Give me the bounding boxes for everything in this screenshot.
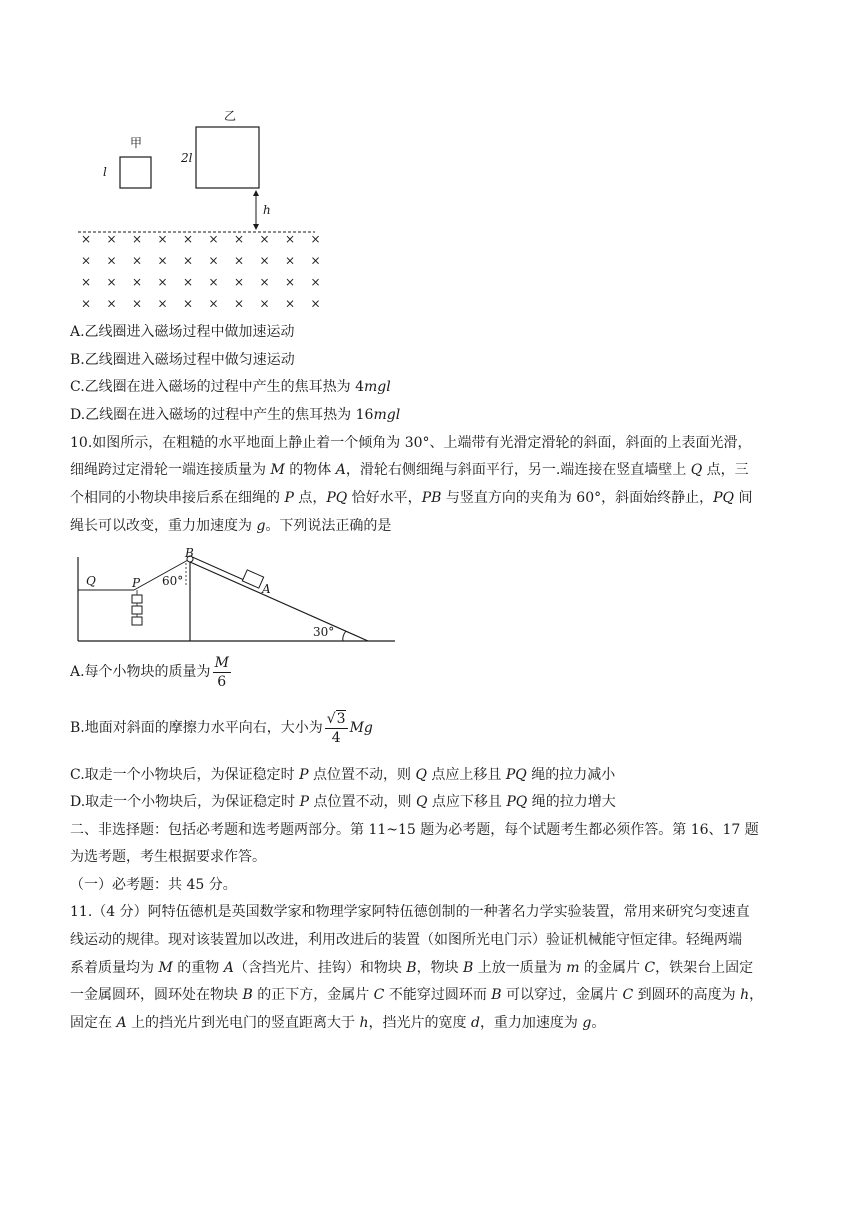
t: 上的挡光片到光电门的竖直距离大于 — [126, 1015, 360, 1031]
t: ，挡光片的宽度 — [368, 1015, 471, 1031]
t: ， — [749, 987, 764, 1003]
field-cross: × — [183, 232, 194, 246]
q9-option-d — [70, 405, 800, 425]
sqrt-sign: √3 — [326, 710, 346, 727]
arrow-head-up — [253, 190, 259, 196]
q11-line-2: 线运动的规律。现对该装置加以改进，利用改进后的装置（如图所光电门示）验证机械能守恒定律。轻绳两端 — [70, 932, 742, 948]
t: 的物体 — [284, 462, 336, 478]
t: 间 — [734, 490, 753, 506]
var-B: B — [463, 960, 474, 976]
field-cross: × — [208, 253, 219, 268]
t: 到圆环的高度为 — [633, 987, 741, 1003]
field-cross: × — [310, 275, 321, 289]
var-g: g — [582, 1015, 592, 1031]
angle-30-arc — [343, 631, 346, 641]
field-cross: × — [132, 296, 143, 311]
radicand: 3 — [336, 710, 346, 727]
t: B.地面对斜面的摩擦力水平向右，大小为 — [70, 720, 323, 736]
field-cross: × — [132, 253, 143, 268]
var-PQ: PQ — [713, 490, 735, 506]
magnetic-field — [81, 232, 321, 311]
var-B: B — [406, 960, 417, 976]
small-block-3 — [132, 617, 142, 625]
var-PQ: PQ — [326, 490, 348, 506]
section2-line-1: 二、非选择题：包括必考题和选考题两部分。第 11~15 题为必考题，每个试题考生都必须作答。第 16、17 题 — [70, 822, 759, 838]
field-cross: × — [106, 296, 117, 311]
incline-pulley-figure — [70, 545, 400, 645]
section2-line-2: 为选考题，考生根据要求作答。 — [70, 849, 266, 865]
var-C: C — [622, 987, 634, 1003]
var-C: C — [644, 960, 656, 976]
t: C.取走一个小物块后，为保证稳定时 — [70, 767, 300, 783]
coil-yi — [196, 127, 259, 188]
denominator: 4 — [331, 729, 341, 746]
label-jia: 甲 — [130, 136, 143, 150]
t: 绳的拉力减小 — [526, 767, 616, 783]
fraction-sqrt3-over-4 — [325, 710, 348, 747]
t: 。下列说法正确的是 — [265, 518, 392, 534]
q10-line-1: 10.如图所示，在粗糙的水平地面上静止着一个倾角为 30°、上端带有光滑定滑轮的斜面，斜面的上表面光滑， — [70, 435, 752, 451]
t: 可以穿过，金属片 — [501, 987, 623, 1003]
field-cross: × — [132, 275, 143, 289]
t: 的金属片 — [579, 960, 645, 976]
t: ，物块 — [416, 960, 464, 976]
t: 点， — [293, 490, 327, 506]
var-PB: PB — [421, 490, 442, 506]
t: ，铁架台上固定 — [655, 960, 754, 976]
t: 一金属圆环，圆环处在物块 — [70, 987, 243, 1003]
q10-line-3 — [70, 488, 800, 508]
arrow-head-down — [253, 224, 259, 230]
var-m: m — [566, 960, 580, 976]
field-cross: × — [285, 275, 296, 289]
t: （含挡光片、挂钩）和物块 — [233, 960, 407, 976]
var-h: h — [359, 1015, 369, 1031]
field-cross: × — [81, 275, 92, 289]
t: 系着质量均为 — [70, 960, 159, 976]
var-Q: Q — [415, 794, 428, 810]
label-h: h — [263, 203, 271, 217]
var-A: A — [116, 1015, 127, 1031]
block-a — [242, 570, 263, 588]
q9-option-b: B.乙线圈进入磁场过程中做匀速运动 — [70, 352, 295, 368]
label-30: 30° — [313, 625, 335, 639]
t: 固定在 — [70, 1015, 117, 1031]
label-2l: 2l — [181, 151, 193, 165]
field-cross: × — [259, 275, 270, 289]
q10-option-b — [70, 708, 800, 748]
fraction-m-over-6 — [213, 654, 231, 691]
t: D.取走一个小物块后，为保证稳定时 — [70, 794, 300, 810]
t: 与竖直方向的夹角为 60°，斜面始终静止， — [441, 490, 714, 506]
q10-option-d — [70, 792, 800, 812]
label-60: 60° — [162, 574, 184, 588]
field-cross: × — [234, 296, 245, 311]
field-cross: × — [259, 232, 270, 246]
incline-surface — [190, 562, 368, 641]
t: 上放一质量为 — [473, 960, 567, 976]
var-P: P — [299, 794, 310, 810]
field-cross: × — [285, 296, 296, 311]
field-cross: × — [259, 253, 270, 268]
field-cross: × — [310, 296, 321, 311]
var-d: d — [470, 1015, 480, 1031]
field-cross: × — [183, 296, 194, 311]
var-P: P — [284, 490, 294, 506]
label-l: l — [103, 165, 107, 179]
field-cross: × — [208, 296, 219, 311]
label-yi: 乙 — [224, 109, 237, 123]
var-P: P — [299, 767, 309, 783]
var-PQ: PQ — [506, 794, 528, 810]
t: 绳的拉力增大 — [527, 794, 616, 810]
field-cross: × — [208, 275, 219, 289]
field-cross: × — [234, 232, 245, 246]
coil-jia — [120, 157, 151, 188]
t: 点应下移且 — [427, 794, 507, 810]
var-B: B — [242, 987, 253, 1003]
field-cross: × — [183, 275, 194, 289]
field-cross: × — [81, 296, 92, 311]
field-cross: × — [208, 232, 219, 246]
q9-option-c — [70, 377, 800, 397]
var-Q: Q — [415, 767, 427, 783]
var-h: h — [740, 987, 750, 1003]
rope-ba — [190, 556, 244, 580]
numerator — [325, 710, 348, 729]
small-block-2 — [132, 606, 142, 614]
t: 点位置不动，则 — [308, 767, 416, 783]
t: 点位置不动，则 — [309, 794, 416, 810]
field-cross: × — [132, 232, 143, 246]
t: ，重力加速度为 — [479, 1015, 583, 1031]
var-A: A — [335, 462, 346, 478]
field-cross: × — [183, 253, 194, 268]
t: 不能穿过圆环而 — [384, 987, 492, 1003]
t: 的重物 — [172, 960, 224, 976]
t: A.每个小物块的质量为 — [70, 664, 211, 680]
field-cross: × — [157, 275, 168, 289]
t: 点应上移且 — [426, 767, 506, 783]
field-cross: × — [234, 275, 245, 289]
small-block-1 — [132, 595, 142, 603]
field-cross: × — [234, 253, 245, 268]
label-q: Q — [86, 574, 96, 588]
field-cross: × — [106, 232, 117, 246]
coil-field-figure — [70, 100, 340, 315]
q10-line-4 — [70, 516, 800, 536]
field-cross: × — [285, 253, 296, 268]
field-cross: × — [157, 253, 168, 268]
field-cross: × — [157, 296, 168, 311]
q10-option-c — [70, 765, 800, 785]
var-M: M — [158, 960, 173, 976]
var-C: C — [373, 987, 385, 1003]
label-p: P — [132, 576, 141, 590]
field-cross: × — [259, 296, 270, 311]
t: 点，三 — [702, 462, 749, 478]
label-b: B — [185, 546, 194, 560]
q9-option-d-text: D.乙线圈在进入磁场的过程中产生的焦耳热为 16 — [70, 407, 374, 423]
numerator: M — [214, 654, 229, 671]
t: 绳长可以改变，重力加速度为 — [70, 518, 257, 534]
section2-line-3: （一）必考题：共 45 分。 — [70, 877, 237, 893]
q11-line-1: 11.（4 分）阿特伍德机是英国数学家和物理学家阿特伍德创制的一种著名力学实验装置，常用来研究匀变速直 — [70, 904, 750, 920]
var-M: M — [270, 462, 285, 478]
q9-option-c-var: mgl — [364, 379, 391, 395]
field-cross: × — [285, 232, 296, 246]
q11-line-5 — [70, 1013, 800, 1033]
field-cross: × — [106, 275, 117, 289]
var-Q: Q — [690, 462, 703, 478]
t: 恰好水平， — [347, 490, 422, 506]
q9-option-a: A.乙线圈进入磁场过程中做加速运动 — [70, 324, 295, 340]
var-A: A — [223, 960, 234, 976]
var-PQ: PQ — [505, 767, 527, 783]
q9-option-d-var: mgl — [373, 407, 401, 423]
t: ，滑轮右侧细绳与斜面平行，另一.端连接在竖直墙壁上 — [345, 462, 691, 478]
q11-line-3 — [70, 958, 800, 978]
field-cross: × — [81, 232, 92, 246]
q10-option-a — [70, 652, 800, 692]
field-cross: × — [81, 253, 92, 268]
var-g: g — [256, 518, 266, 534]
field-cross: × — [310, 232, 321, 246]
t: 。 — [591, 1015, 606, 1031]
q11-line-4 — [70, 985, 800, 1005]
var-Mg: Mg — [349, 720, 373, 736]
field-cross: × — [106, 253, 117, 268]
t: 个相同的小物块串接后系在细绳的 — [70, 490, 285, 506]
field-cross: × — [157, 232, 168, 246]
q9-option-c-text: C.乙线圈在进入磁场的过程中产生的焦耳热为 4 — [70, 379, 365, 395]
t: 的正下方，金属片 — [252, 987, 374, 1003]
denominator: 6 — [217, 673, 227, 690]
var-B: B — [491, 987, 502, 1003]
t: 细绳跨过定滑轮一端连接质量为 — [70, 462, 271, 478]
q10-line-2 — [70, 460, 800, 480]
field-cross: × — [310, 253, 321, 268]
label-a: A — [262, 582, 271, 596]
